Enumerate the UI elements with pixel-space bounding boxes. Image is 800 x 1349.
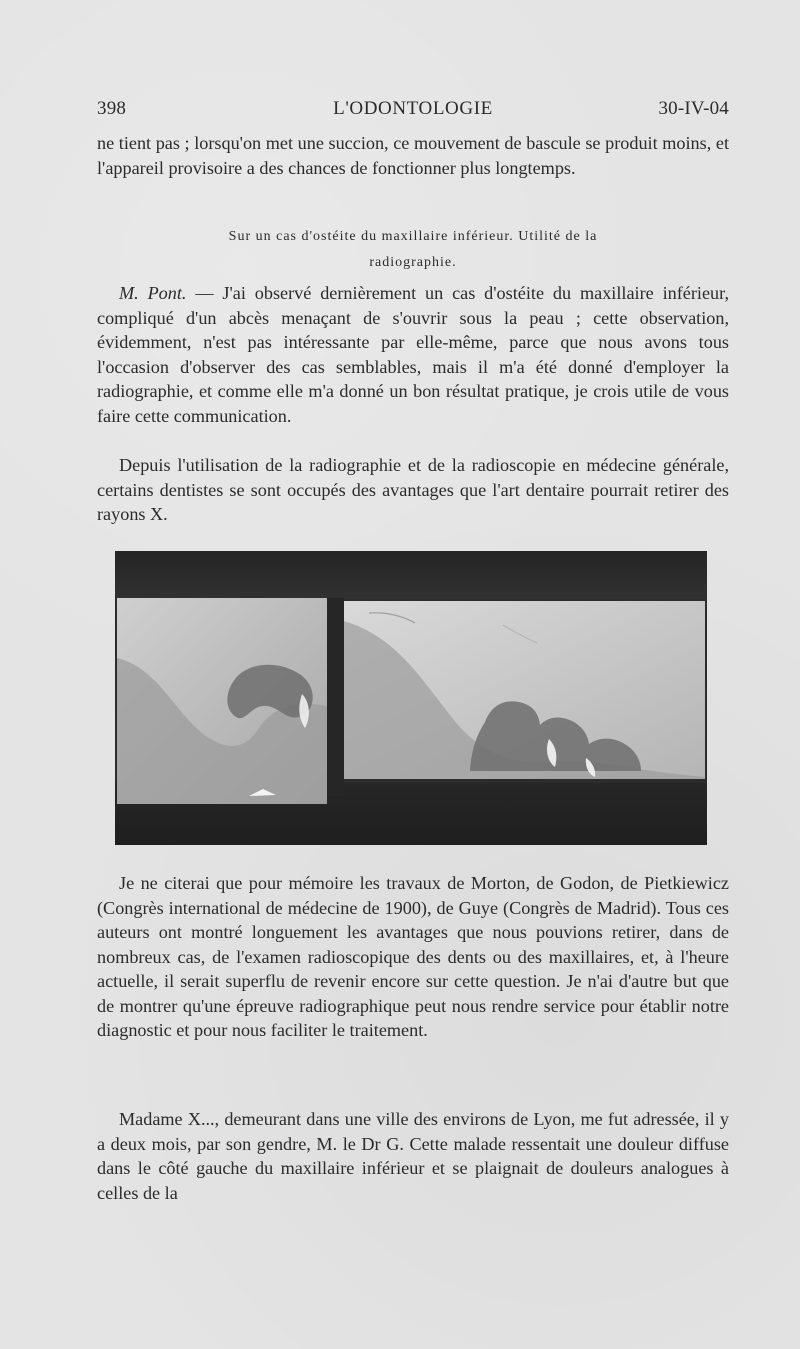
journal-title: L'ODONTOLOGIE [333, 98, 493, 119]
speaker-name: M. Pont. [119, 283, 187, 303]
paragraph-radiography-history: Depuis l'utilisation de la radiographie et de la radioscopie en médecine générale, certains dentistes se sont occupés des avantages que l'art dentaire pourrait retirer des rayons X. [97, 455, 729, 524]
radiograph-left-panel [117, 598, 327, 804]
running-head [97, 98, 729, 124]
paragraph-continuation: ne tient pas ; lorsqu'on met une succion, ce mouvement de bascule se produit moins, et l'appareil provisoire a des chances de fonctionner plus longtemps. [97, 133, 729, 178]
page-number: 398 [97, 98, 127, 119]
figure-spacing [97, 846, 729, 864]
heading-line-2: radiographie. [369, 255, 457, 270]
paragraph-patient-case: Madame X..., demeurant dans une ville des environs de Lyon, me fut adressée, il y a deux mois, par son gendre, M. le Dr G. Cette malade ressentait une douleur diffuse dans le côté gauche du maxillaire inférieur et se plaignait de douleurs analogues à celles de la [97, 1109, 729, 1203]
radiograph-right-panel [344, 601, 705, 779]
speaker-paragraph [97, 281, 729, 428]
speaker-text: — J'ai observé dernièrement un cas d'ostéite du maxillaire inférieur, compliqué d'un abcès menaçant de s'ouvrir sous la peau ; cette observation, évidemment, n'est pas intéressante par elle-même, parce que nous avons tous l'occasion d'observer des cas semblables, mais il m'a été donné d'employer la radiographie, et comme elle m'a donné un bon résultat pratique, je crois utile de vous faire cette communication. [97, 283, 729, 426]
issue-date: 30-IV-04 [658, 98, 729, 119]
radiograph-divider [327, 598, 344, 796]
right-radiograph-svg [344, 601, 705, 779]
radiograph-top-band [115, 551, 707, 599]
left-radiograph-svg [117, 598, 327, 804]
radiograph-image [115, 551, 707, 845]
paragraph-references: Je ne citerai que pour mémoire les travaux de Morton, de Godon, de Pietkiewicz (Congrès international de médecine de 1900), de Guye (Congrès de Madrid). Tous ces auteurs ont montré longuement les avantages que nous pouvions retirer, dans de nombreux cas, de l'examen radioscopique des dents ou des maxillaires, et, à l'heure actuelle, il serait superflu de revenir encore sur cette question. Je n'ai d'autre but que de montrer qu'une épreuve radiographique peut nous rendre service pour établir notre diagnostic et pour nous faciliter le traitement. [97, 873, 729, 1040]
heading-line-1: Sur un cas d'ostéite du maxillaire inférieur. Utilité de la [228, 229, 598, 244]
section-heading [97, 224, 729, 276]
